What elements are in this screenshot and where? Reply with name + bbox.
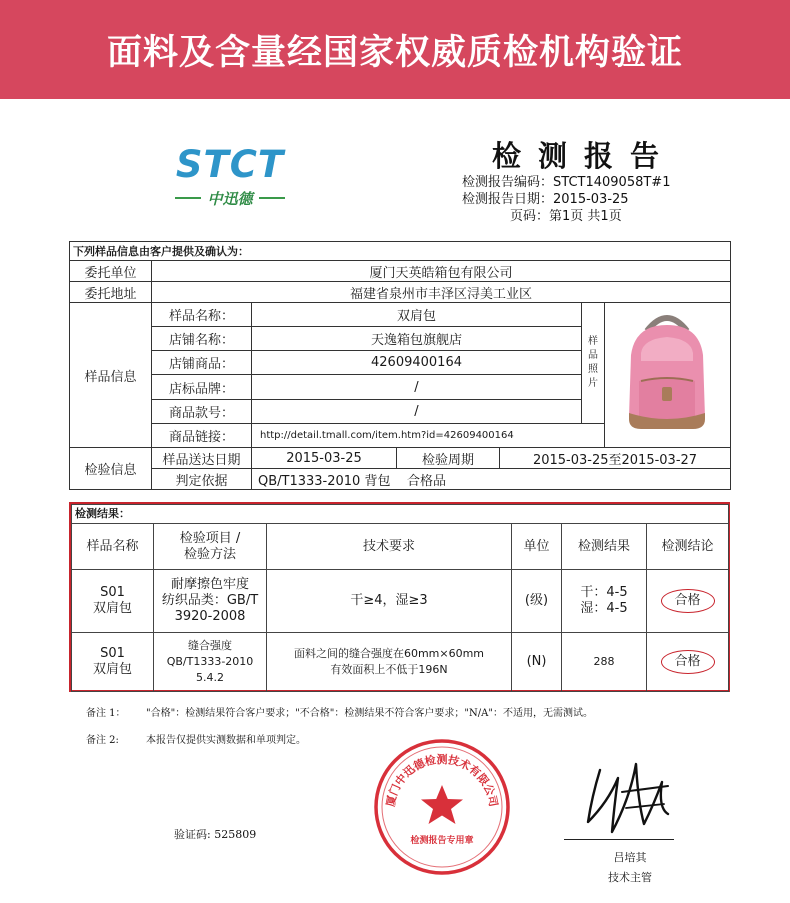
field-key: 样品名称： xyxy=(152,303,252,327)
test-item: 缝合强度 QB/T1333-2010 5.4.2 xyxy=(154,633,267,692)
note1-label: 备注 1： xyxy=(86,708,126,719)
report-number-label: 检测报告编码： xyxy=(462,175,554,190)
handwritten-signature xyxy=(578,752,678,840)
test-item: 耐摩擦色牢度 纺织品类：GB/T 3920-2008 xyxy=(154,570,267,633)
requirement: 面料之间的缝合强度在60mm×60mm 有效面积上不低于196N xyxy=(267,633,512,692)
results-table xyxy=(71,504,729,692)
logo-dash-left xyxy=(175,197,201,199)
unit: (N) xyxy=(512,633,562,692)
photo-label xyxy=(582,303,605,424)
verify-code: 525809 xyxy=(214,828,257,841)
basis-value: QB/T1333-2010 背包 合格品 xyxy=(252,469,731,490)
sample-name: S01 双肩包 xyxy=(72,570,154,633)
logo-subtitle xyxy=(160,188,300,208)
requirement: 干≥4，湿≥3 xyxy=(267,570,512,633)
note1-text: "合格"：检测结果符合客户要求；"不合格"：检测结果不符合客户要求；"N/A"：不适用，无需测试。 xyxy=(146,708,593,719)
basis-label: 判定依据 xyxy=(152,469,252,490)
period-value: 2015-03-25至2015-03-27 xyxy=(500,448,731,469)
signer-title: 技术主管 xyxy=(608,871,652,884)
sample-info-label: 样品信息 xyxy=(70,303,152,448)
client-value: 厦门天英皓箱包有限公司 xyxy=(152,261,731,282)
field-key: 店标品牌： xyxy=(152,375,252,399)
conclusion-cell xyxy=(647,633,729,692)
link-key: 商品链接： xyxy=(152,423,252,447)
col-header: 检测结果 xyxy=(562,524,647,570)
report-number: STCT1409058T#1 xyxy=(553,175,671,190)
results-box xyxy=(69,502,730,692)
field-value: 42609400164 xyxy=(252,351,582,375)
field-key: 店铺名称： xyxy=(152,327,252,351)
col-header: 检测结论 xyxy=(647,524,729,570)
official-seal xyxy=(372,737,512,877)
address-label: 委托地址 xyxy=(70,282,152,303)
top-banner xyxy=(0,0,790,99)
stct-logo xyxy=(160,143,300,212)
period-label: 检验周期 xyxy=(397,448,500,469)
field-key: 店铺商品： xyxy=(152,351,252,375)
logo-wordmark: STCT xyxy=(175,143,285,186)
conclusion-cell xyxy=(647,570,729,633)
info-header: 下列样品信息由客户提供及确认为： xyxy=(70,242,731,261)
field-value: / xyxy=(252,399,582,423)
banner-title: 面料及含量经国家权威质检机构验证 xyxy=(106,32,683,73)
product-link[interactable]: http://detail.tmall.com/item.htm?id=42609400164 xyxy=(252,423,605,447)
verify-label: 验证码: xyxy=(174,828,215,841)
col-header: 技术要求 xyxy=(267,524,512,570)
conclusion: 合格 xyxy=(661,650,715,674)
table-row xyxy=(72,570,729,633)
test-result: 288 xyxy=(562,633,647,692)
photo-label-char: 品 xyxy=(588,349,598,361)
col-header: 样品名称 xyxy=(72,524,154,570)
signer-name: 吕培其 xyxy=(613,851,647,864)
send-date-value: 2015-03-25 xyxy=(252,448,397,469)
report-page-label: 页码： xyxy=(510,209,550,224)
note2-label: 备注 2: xyxy=(86,735,119,746)
signer xyxy=(600,848,660,888)
notes xyxy=(86,700,593,754)
note2-text: 本报告仅提供实测数据和单项判定。 xyxy=(146,735,306,746)
report-meta xyxy=(462,174,670,225)
test-result: 干：4-5 湿：4-5 xyxy=(562,570,647,633)
report-page: 第1页 共1页 xyxy=(549,209,622,224)
col-header: 单位 xyxy=(512,524,562,570)
field-value: / xyxy=(252,375,582,399)
field-key: 商品款号： xyxy=(152,399,252,423)
logo-dash-right xyxy=(259,197,285,199)
col-header: 检验项目 / 检验方法 xyxy=(154,524,267,570)
photo-label-char: 样 xyxy=(588,335,598,347)
sample-name: S01 双肩包 xyxy=(72,633,154,692)
conclusion: 合格 xyxy=(661,589,715,613)
logo-cn-name: 中迅德 xyxy=(207,189,253,208)
report-date-label: 检测报告日期： xyxy=(462,192,554,207)
signature-line xyxy=(564,839,674,840)
sample-info-table xyxy=(69,241,731,490)
address-value: 福建省泉州市丰泽区浔美工业区 xyxy=(152,282,731,303)
report-title: 检测报告 xyxy=(492,139,677,173)
results-header: 检测结果： xyxy=(72,505,729,524)
photo-label-char: 照 xyxy=(588,363,598,375)
report-date: 2015-03-25 xyxy=(553,192,629,207)
send-date-label: 样品送达日期 xyxy=(152,448,252,469)
client-label: 委托单位 xyxy=(70,261,152,282)
inspection-label: 检验信息 xyxy=(70,448,152,490)
field-value: 双肩包 xyxy=(252,303,582,327)
photo-label-char: 片 xyxy=(588,377,598,389)
sample-photo xyxy=(605,303,731,448)
unit: (级) xyxy=(512,570,562,633)
field-value: 天逸箱包旗舰店 xyxy=(252,327,582,351)
verification-code xyxy=(174,826,256,842)
seal-text: 厦门中迅德检测技术有限公司 xyxy=(384,753,500,808)
table-row xyxy=(72,633,729,692)
backpack-icon xyxy=(605,303,729,443)
seal-sub: 检测报告专用章 xyxy=(410,836,474,846)
